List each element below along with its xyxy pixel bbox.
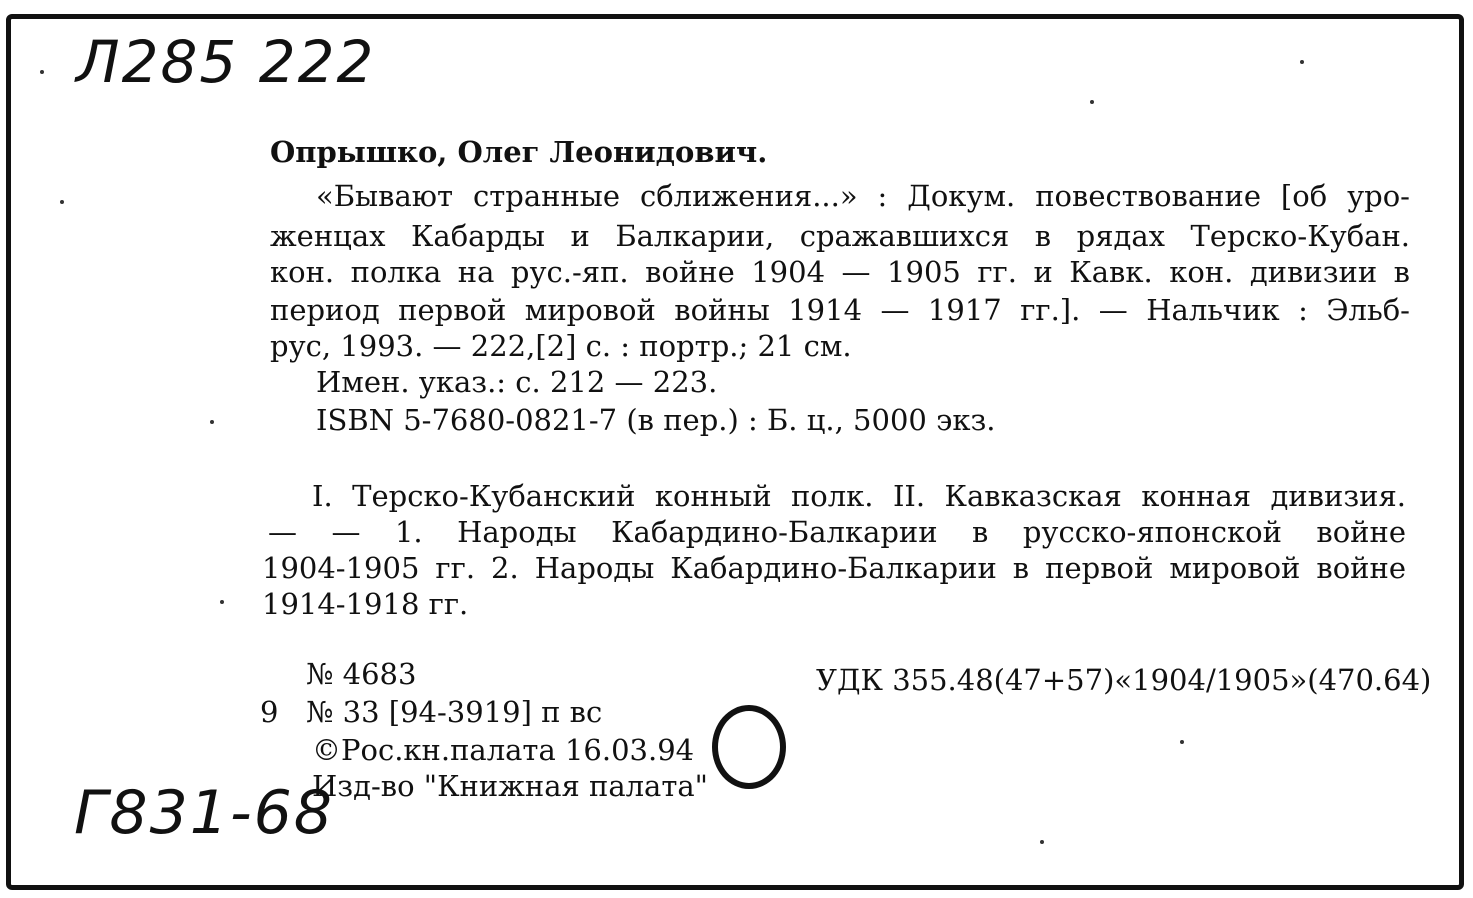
scan-speck (1180, 740, 1184, 744)
title-line-2: женцах Кабарды и Балкарии, сражавшихся в рядах Терско-Кубан. (270, 219, 1410, 253)
index-note: Имен. указ.: с. 212 — 223. (316, 365, 718, 399)
subject-line-3: 1904-1905 гг. 2. Народы Кабардино-Балкарии в первой мировой войне (262, 551, 1406, 585)
scan-speck (1040, 840, 1044, 844)
copyright-line: ©Рос.кн.палата 16.03.94 (312, 733, 695, 767)
title-line-1: «Бывают странные сближения...» : Докум. повествование [об уро- (316, 179, 1410, 213)
scan-speck (60, 200, 64, 204)
order-number: № 33 [94-3919] п вс (306, 695, 603, 729)
scan-speck (40, 70, 44, 74)
title-line-3: кон. полка на рус.-яп. войне 1904 — 1905 гг. и Кавк. кон. дивизии в (270, 255, 1410, 289)
handwritten-inventory-number: Г831-68 (74, 778, 334, 848)
author-heading: Опрышко, Олег Леонидович. (270, 135, 768, 169)
record-number: № 4683 (306, 657, 417, 691)
subject-line-4: 1914-1918 гг. (262, 587, 469, 621)
title-line-5: рус, 1993. — 222,[2] с. : портр.; 21 см. (270, 329, 852, 363)
scan-speck (1300, 60, 1304, 64)
subject-line-1: I. Терско-Кубанский конный полк. II. Кавказская конная дивизия. (312, 479, 1406, 513)
scan-speck (220, 600, 224, 604)
publisher-note: Изд-во "Книжная палата" (312, 769, 709, 803)
scan-speck (210, 420, 214, 424)
udc-code: УДК 355.48(47+57)«1904/1905»(470.64) (816, 663, 1432, 697)
subject-line-2: — — 1. Народы Кабардино-Балкарии в русско-японской войне (268, 515, 1406, 549)
isbn-line: ISBN 5-7680-0821-7 (в пер.) : Б. ц., 5000 экз. (316, 403, 996, 437)
title-line-4: период первой мировой войны 1914 — 1917 гг.]. — Нальчик : Эльб- (270, 293, 1410, 327)
handwritten-shelfmark: Л285 222 (76, 28, 376, 96)
catalog-prefix: 9 (260, 695, 279, 729)
circle-stamp-icon (712, 705, 786, 789)
scan-speck (1090, 100, 1094, 104)
